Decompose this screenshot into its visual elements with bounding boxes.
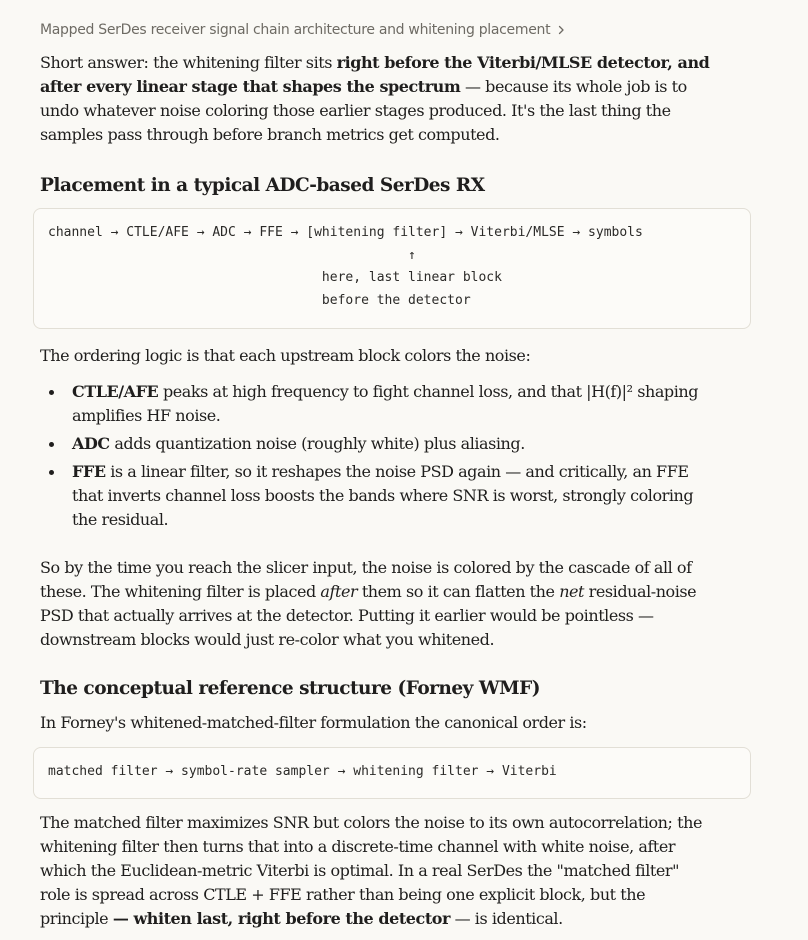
list-item-term: ADC [72,434,110,453]
summary-paragraph [40,556,712,652]
noise-coloring-list [40,380,712,532]
summary-emphasis-net: net [559,582,585,601]
intro-paragraph [40,51,712,147]
list-item [40,460,712,532]
breadcrumb-title[interactable]: Mapped SerDes receiver signal chain architecture and whitening placement [40,22,551,38]
section-heading-placement: Placement in a typical ADC-based SerDes RX [40,175,485,196]
breadcrumb[interactable] [40,20,566,40]
closing-text-b: — is identical. [449,909,563,928]
intro-emphasis: right before the Viterbi/MLSE detector, and after every linear stage that shapes the spectrum [40,53,710,96]
list-item-term: FFE [72,462,106,481]
chevron-right-icon[interactable] [556,25,566,35]
assistant-message [40,51,712,931]
closing-text-a: The matched filter maximizes SNR but colors the noise to its own autocorrelation; the whitening filter then turns that into a discrete-time channel with white noise, after which the Euclidean-metric Viterbi is optimal. In a real SerDes the "matched filter" role is spread across CTLE + FFE rather than being one explicit block, but the principle [40,813,702,928]
closing-paragraph [40,811,712,931]
summary-text-a: So by the time you reach the slicer input, the noise is colored by the cascade of all of these. The whitening filter is placed [40,558,692,601]
code-block-forney[interactable]: matched filter → symbol-rate sampler → whitening filter → Viterbi [33,747,751,799]
code-block-signal-chain[interactable]: channel → CTLE/AFE → ADC → FFE → [whitening filter] → Viterbi/MLSE → symbols ↑ here, last linear block before the detector [33,208,751,329]
summary-emphasis-after: after [320,582,358,601]
list-item-text: adds quantization noise (roughly white) plus aliasing. [109,434,525,453]
summary-text-b: them so it can flatten the [357,582,560,601]
intro-lead: Short answer: the whitening filter sits [40,53,337,72]
list-item [40,380,712,428]
list-item-text: is a linear filter, so it reshapes the noise PSD again — and critically, an FFE that inverts channel loss boosts the bands where SNR is worst, strongly coloring the residual. [72,462,694,529]
list-item [40,432,712,456]
list-item-text: peaks at high frequency to fight channel loss, and that |H(f)|² shaping amplifies HF noise. [72,382,699,425]
closing-emphasis: — whiten last, right before the detector [112,909,450,928]
ordering-intro: The ordering logic is that each upstream block colors the noise: [40,346,531,365]
forney-intro: In Forney's whitened-matched-filter formulation the canonical order is: [40,713,587,732]
list-item-term: CTLE/AFE [72,382,159,401]
section-heading-forney: The conceptual reference structure (Forney WMF) [40,678,540,699]
summary-text-c: residual-noise PSD that actually arrives at the detector. Putting it earlier would be pointless — downstream blocks would just re-color what you whitened. [40,582,697,649]
intro-tail: — because its whole job is to undo whatever noise coloring those earlier stages produced. It's the last thing the samples pass through before branch metrics get computed. [40,77,687,144]
